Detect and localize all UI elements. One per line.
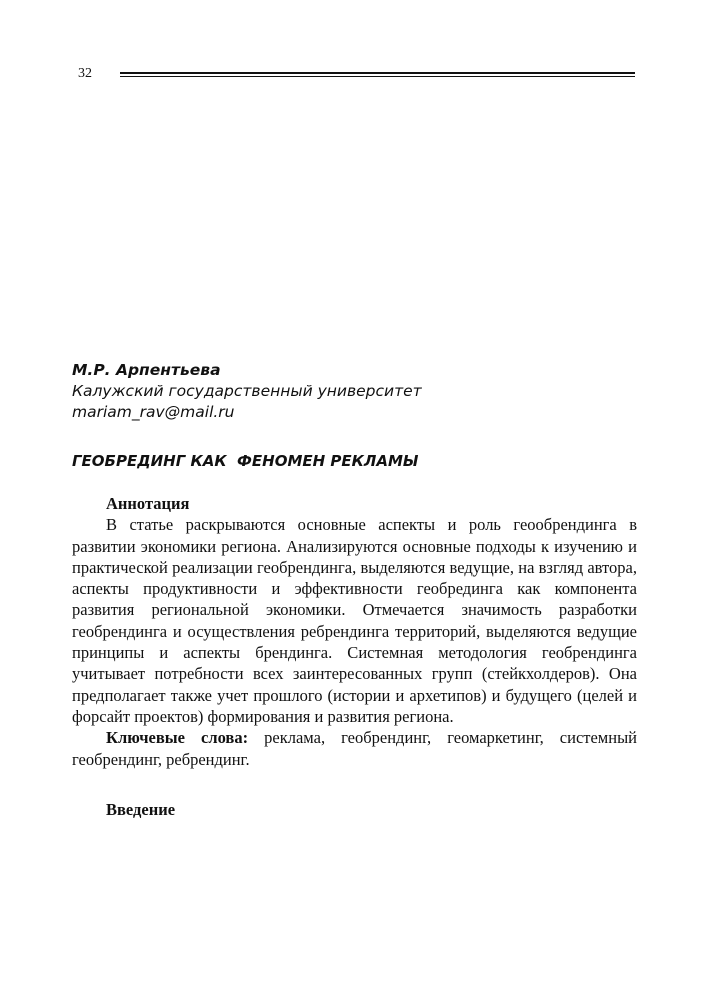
keywords-text: реклама, геобрендинг, геомаркетинг, системный геобрендинг, ребрендинг. — [72, 728, 637, 769]
author-name: М.Р. Арпентьева — [72, 361, 221, 379]
header-rule — [120, 72, 635, 77]
keywords-label: Ключевые слова: — [106, 728, 249, 748]
keywords-paragraph — [72, 727, 637, 770]
abstract-heading: Аннотация — [106, 494, 190, 513]
article-body — [72, 493, 637, 820]
article-title: ГЕОБРЕДИНГ КАК ФЕНОМЕН РЕКЛАМЫ — [72, 452, 419, 470]
introduction-heading: Введение — [106, 799, 176, 819]
author-affiliation: Калужский государственный университет — [72, 382, 422, 400]
abstract-text: В статье раскрываются основные аспекты и роль геообрендинга в развитии экономики региона. Анализируются основные подходы к изучению и практической реализации геобрендинга, выделяются ведущие, на взгляд автора, аспекты продуктивности и эффективности геобрединга как компонента развития региональной экономики. Отмечается значимость разработки геобрендинга и осуществления ребрендинга территорий, выделяются ведущие принципы и аспекты брендинга. Системная методология геобрендинга учитывает потребности всех заинтересованных групп (стейкхолдеров). Она предполагает также учет прошлого (истории и архетипов) и будущего (целей и форсайт проектов) формирования и развития региона. — [72, 515, 637, 726]
author-email: mariam_rav@mail.ru — [72, 403, 235, 421]
page-number: 32 — [78, 66, 92, 81]
author-block — [72, 360, 642, 423]
